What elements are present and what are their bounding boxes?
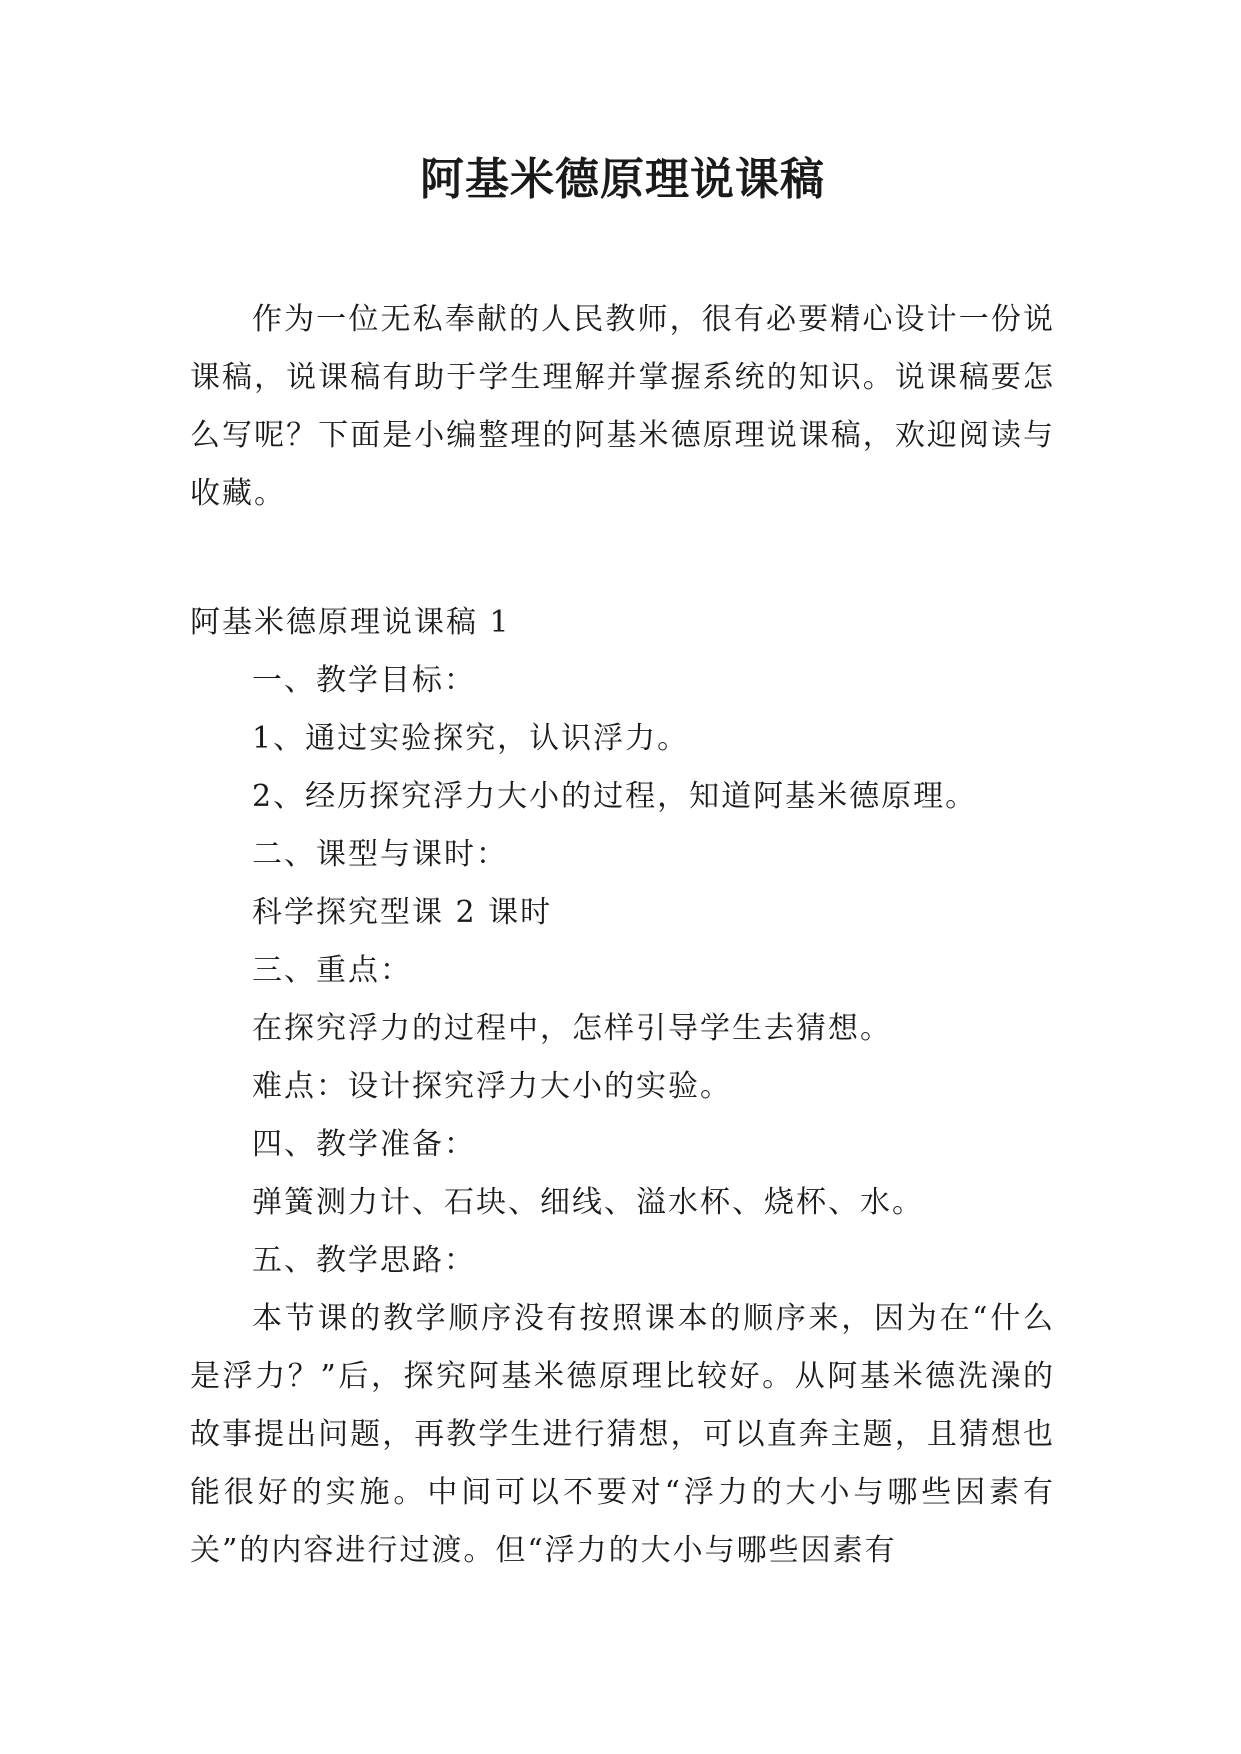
heading-preparation: 四、教学准备： [252,1127,476,1162]
preparation-text: 弹簧测力计、石块、细线、溢水杯、烧杯、水。 [252,1185,924,1220]
key-point-text: 在探究浮力的过程中，怎样引导学生去猜想。 [252,1011,892,1046]
heading-teaching-goals: 一、教学目标： [252,663,476,698]
intro-paragraph: 作为一位无私奉献的人民教师，很有必要精心设计一份说课稿，说课稿有助于学生理解并掌握系统的知识。说课稿要怎么写呢？下面是小编整理的阿基米德原理说课稿，欢迎阅读与收藏。 [190,302,1055,511]
document-title: 阿基米德原理说课稿 [420,154,825,205]
heading-key-points: 三、重点： [252,953,412,988]
heading-lesson-type: 二、课型与课时： [252,837,508,872]
section-heading: 阿基米德原理说课稿 1 [190,605,511,640]
goal-item-1: 1、通过实验探究，认识浮力。 [252,721,690,756]
goal-item-2: 2、经历探究浮力大小的过程，知道阿基米德原理。 [252,779,978,814]
difficulty-text: 难点：设计探究浮力大小的实验。 [252,1069,732,1104]
approach-paragraph: 本节课的教学顺序没有按照课本的顺序来，因为在“什么是浮力？”后，探究阿基米德原理比较好。从阿基米德洗澡的故事提出问题，再教学生进行猜想，可以直奔主题，且猜想也能很好的实施。中间可以不要对“浮力的大小与哪些因素有关”的内容进行过渡。但“浮力的大小与哪些因素有 [190,1301,1055,1568]
section-body [190,594,1055,1580]
lesson-type-text: 科学探究型课 2 课时 [252,895,553,930]
heading-teaching-approach: 五、教学思路： [252,1243,476,1278]
